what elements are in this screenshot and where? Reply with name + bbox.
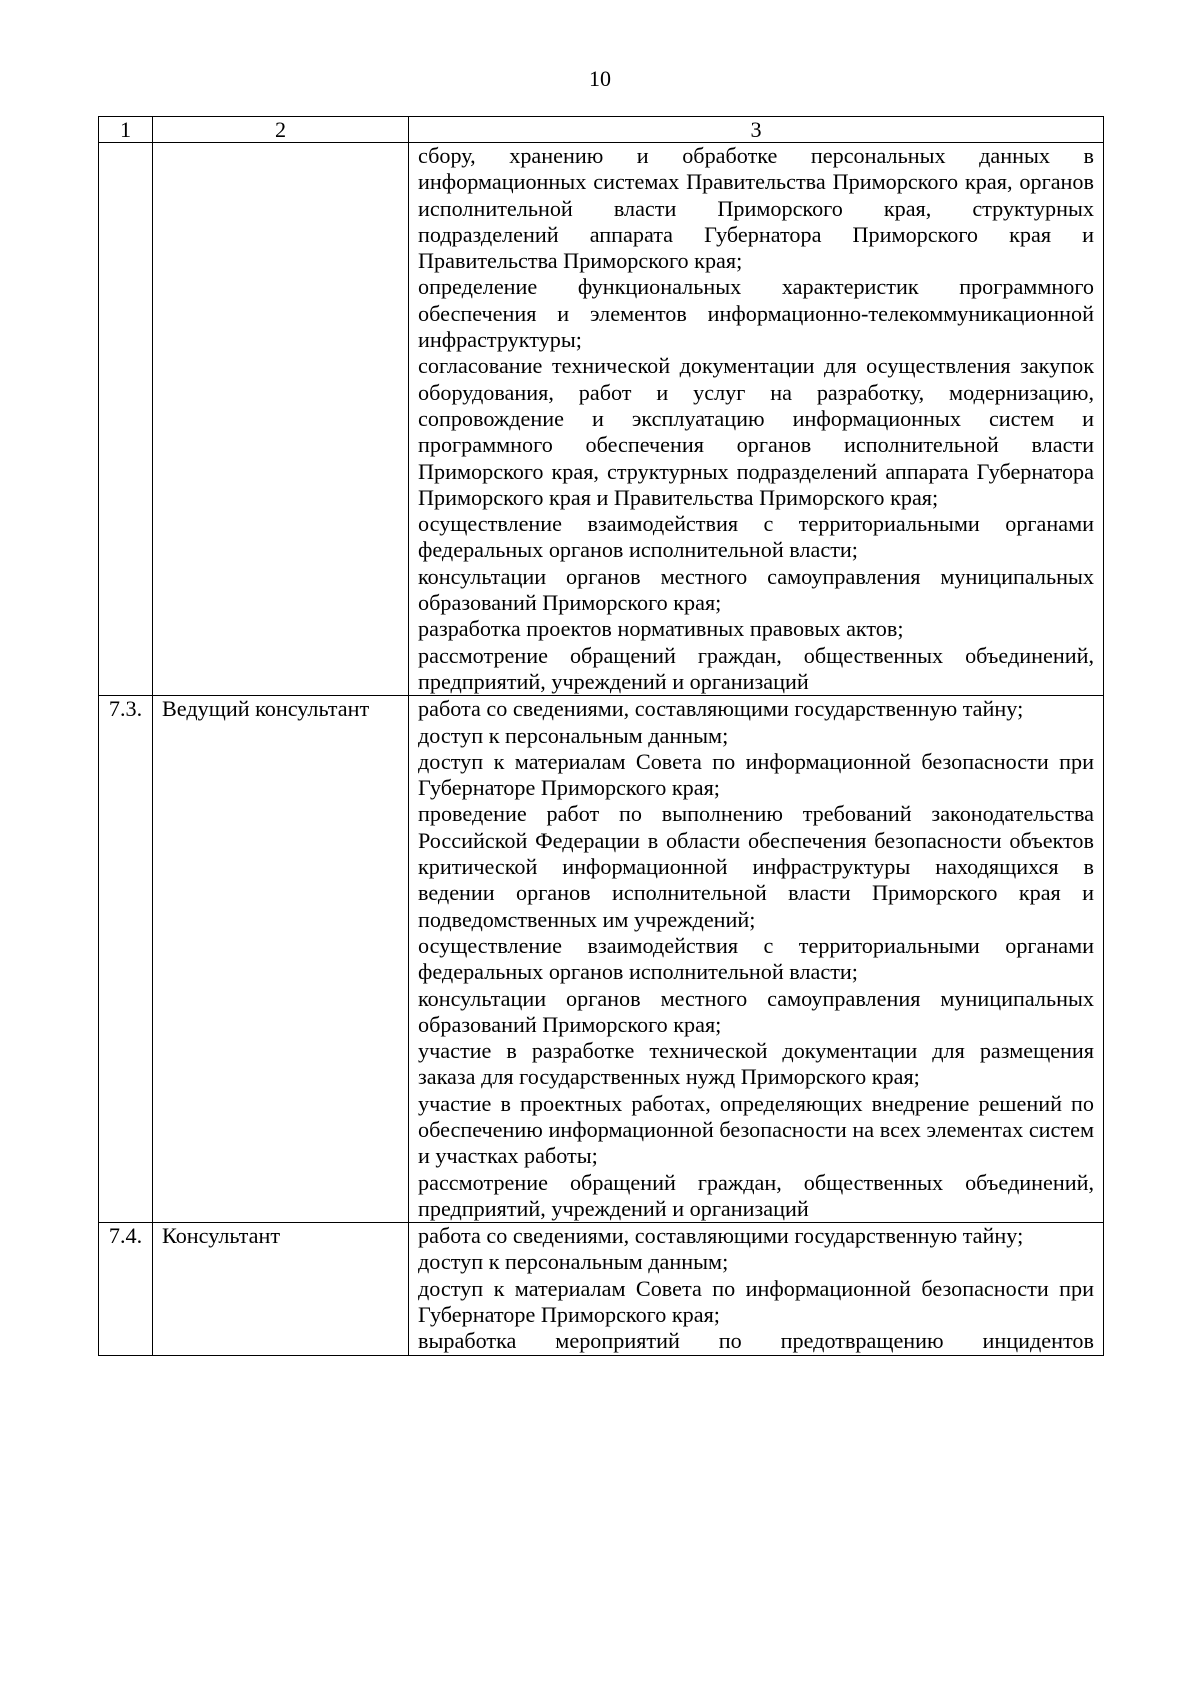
duty-item: доступ к материалам Совета по информационной безопасности при Губернаторе Приморского края; (418, 748, 1094, 801)
duty-item: сбору, хранению и обработке персональных данных в информационных системах Правительства Приморского края, органов исполнительной власти Приморского края, структурных подразделений аппарата Губернатора Приморского края и Правительства Приморского края; (418, 143, 1094, 274)
duty-item: рассмотрение обращений граждан, общественных объединений, предприятий, учреждений и организаций (418, 642, 1094, 694)
duty-item: проведение работ по выполнению требований законодательства Российской Федерации в области обеспечения безопасности объектов критической информационной инфраструктуры находящихся в ведении органов исполнительной власти Приморского края и подведомственных им учреждений; (418, 801, 1094, 932)
duty-item: согласование технической документации для осуществления закупок оборудования, работ и услуг на разработку, модернизацию, сопровождение и эксплуатацию информационных систем и программного обеспечения органов исполнительной власти Приморского края, структурных подразделений аппарата Губернатора Приморского края и Правительства Приморского края; (418, 353, 1094, 510)
position-title: Консультант (153, 1223, 409, 1355)
duty-item: консультации органов местного самоуправления муниципальных образований Приморского края; (418, 985, 1094, 1037)
duty-item: доступ к персональным данным; (418, 722, 729, 748)
duty-item: определение функциональных характеристик программного обеспечения и элементов информационно-телекоммуникационной инфраструктуры; (418, 274, 1094, 353)
duty-item: выработка мероприятий по предотвращению инцидентов (418, 1328, 1094, 1354)
page-number: 10 (589, 66, 611, 91)
header-cell-2: 2 (153, 117, 409, 143)
duty-item: осуществление взаимодействия с территориальными органами федеральных органов исполнительной власти; (418, 932, 1094, 985)
duty-item: рассмотрение обращений граждан, общественных объединений, предприятий, учреждений и организаций (418, 1169, 1094, 1221)
header-cell-3: 3 (409, 117, 1104, 143)
duties-cell (409, 1223, 1104, 1355)
duty-item: доступ к персональным данным; (418, 1249, 729, 1275)
duty-item: работа со сведениями, составляющими государственную тайну; (418, 1223, 1024, 1249)
duties-cell (409, 143, 1104, 696)
duty-item: участие в разработке технической документации для размещения заказа для государственных нужд Приморского края; (418, 1038, 1094, 1090)
row-number: 7.3. (99, 696, 153, 1223)
position-title (153, 143, 409, 696)
position-title: Ведущий консультант (153, 696, 409, 1223)
duties-cell (409, 696, 1104, 1223)
header-cell-1: 1 (99, 117, 153, 143)
table-row (99, 696, 1104, 1223)
row-number: 7.4. (99, 1223, 153, 1355)
duty-item: осуществление взаимодействия с территориальными органами федеральных органов исполнительной власти; (418, 511, 1094, 563)
duty-item: разработка проектов нормативных правовых актов; (418, 616, 904, 642)
duty-item: консультации органов местного самоуправления муниципальных образований Приморского края; (418, 563, 1094, 616)
table-row (99, 1223, 1104, 1355)
row-number (99, 143, 153, 696)
table-header-row (99, 117, 1104, 143)
duty-item: работа со сведениями, составляющими государственную тайну; (418, 696, 1024, 722)
duties-table (98, 116, 1104, 1356)
duty-item: доступ к материалам Совета по информационной безопасности при Губернаторе Приморского края; (418, 1275, 1094, 1328)
table-row (99, 143, 1104, 696)
duty-item: участие в проектных работах, определяющих внедрение решений по обеспечению информационной безопасности на всех элементах систем и участках работы; (418, 1090, 1094, 1169)
